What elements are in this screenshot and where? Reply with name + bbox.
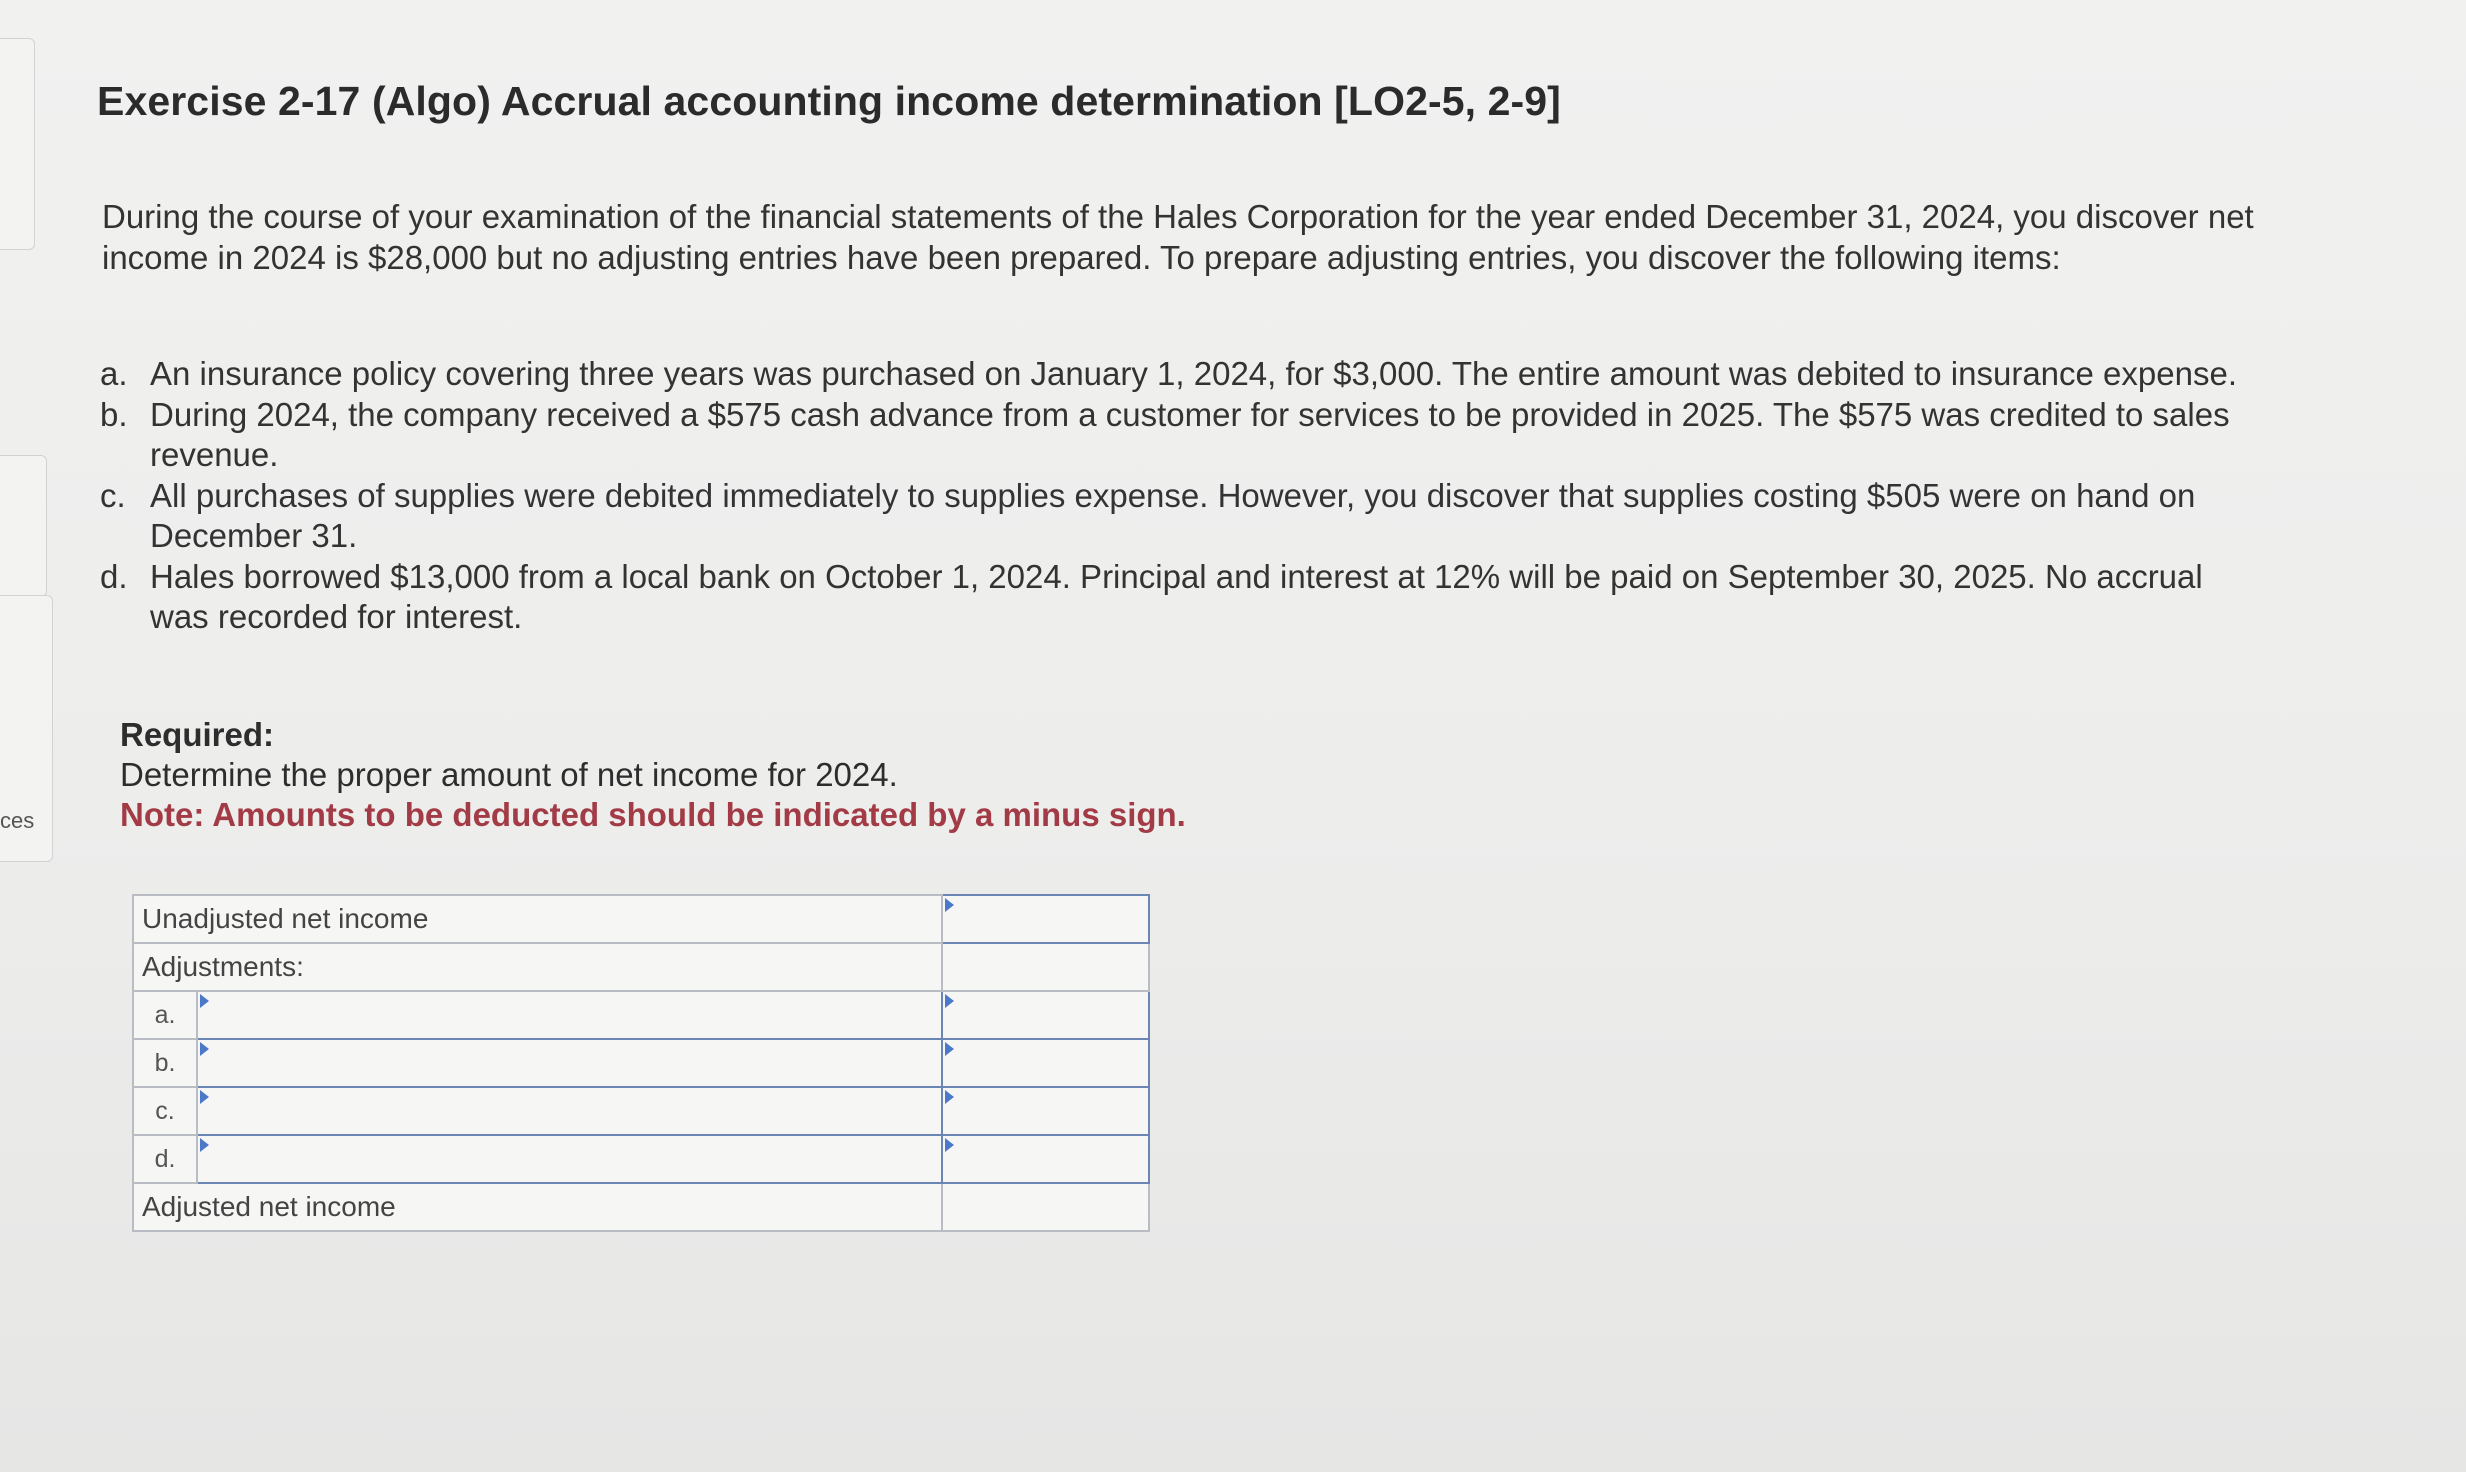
- required-text: Determine the proper amount of net income for 2024.: [120, 756, 898, 793]
- adjustment-d-description-cell[interactable]: [197, 1135, 942, 1183]
- unadjusted-amount-input[interactable]: [943, 897, 1148, 941]
- sidebar-tab-top[interactable]: [0, 38, 35, 250]
- sidebar-tab-middle[interactable]: [0, 455, 47, 597]
- exercise-items-list: [100, 354, 2260, 638]
- adjustment-b-description-input[interactable]: [198, 1041, 941, 1085]
- adjustment-a-description-cell[interactable]: [197, 991, 942, 1039]
- adjustment-b-amount-input[interactable]: [943, 1041, 1148, 1085]
- adjustment-c-amount-cell[interactable]: [942, 1087, 1149, 1135]
- adjustment-letter: b.: [133, 1039, 197, 1087]
- table-row: [133, 943, 1149, 991]
- input-marker-icon: [200, 1138, 209, 1152]
- input-marker-icon: [200, 994, 209, 1008]
- table-row: [133, 895, 1149, 943]
- unadjusted-amount-cell[interactable]: [942, 895, 1149, 943]
- adjustment-letter: a.: [133, 991, 197, 1039]
- adjustment-a-amount-input[interactable]: [943, 993, 1148, 1037]
- table-row: [133, 1135, 1149, 1183]
- sidebar-label[interactable]: ces: [0, 808, 35, 833]
- adjustment-b-amount-cell[interactable]: [942, 1039, 1149, 1087]
- adjustment-letter: d.: [133, 1135, 197, 1183]
- adjustment-c-description-cell[interactable]: [197, 1087, 942, 1135]
- adjustment-letter: c.: [133, 1087, 197, 1135]
- item-text: All purchases of supplies were debited immediately to supplies expense. However, you discover that supplies costing $505 were on hand on December 31.: [150, 477, 2196, 554]
- input-marker-icon: [945, 994, 954, 1008]
- list-item: [100, 354, 2260, 394]
- unadjusted-net-income-label: Unadjusted net income: [133, 895, 942, 943]
- adjustments-label: Adjustments:: [133, 943, 942, 991]
- exercise-intro: During the course of your examination of the financial statements of the Hales Corporation for the year ended December 31, 2024, you discover net income in 2024 is $28,000 but no adjusting entries have been prepared. To prepare adjusting entries, you discover the following items:: [102, 198, 2254, 276]
- adjusted-amount-cell: [942, 1183, 1149, 1231]
- item-text: Hales borrowed $13,000 from a local bank on October 1, 2024. Principal and interest at 12% will be paid on September 30, 2025. No accrual was recorded for interest.: [150, 558, 2203, 635]
- adjustment-c-description-input[interactable]: [198, 1089, 941, 1133]
- adjustment-d-description-input[interactable]: [198, 1137, 941, 1181]
- list-item: [100, 395, 2260, 475]
- list-item: [100, 557, 2260, 637]
- input-marker-icon: [200, 1090, 209, 1104]
- input-marker-icon: [945, 1042, 954, 1056]
- item-letter: c.: [100, 477, 126, 514]
- item-letter: d.: [100, 558, 128, 595]
- item-letter: a.: [100, 355, 128, 392]
- adjustment-d-amount-input[interactable]: [943, 1137, 1148, 1181]
- item-text: An insurance policy covering three years was purchased on January 1, 2024, for $3,000. The entire amount was debited to insurance expense.: [150, 355, 2237, 392]
- adjustment-a-description-input[interactable]: [198, 993, 941, 1037]
- adjusted-net-income-label: Adjusted net income: [133, 1183, 942, 1231]
- input-marker-icon: [945, 898, 954, 912]
- adjustment-a-amount-cell[interactable]: [942, 991, 1149, 1039]
- net-income-table: [132, 894, 1150, 1232]
- item-letter: b.: [100, 396, 128, 433]
- list-item: [100, 476, 2260, 556]
- adjustment-d-amount-cell[interactable]: [942, 1135, 1149, 1183]
- input-marker-icon: [945, 1138, 954, 1152]
- input-marker-icon: [200, 1042, 209, 1056]
- adjustment-c-amount-input[interactable]: [943, 1089, 1148, 1133]
- input-marker-icon: [945, 1090, 954, 1104]
- adjustment-b-description-cell[interactable]: [197, 1039, 942, 1087]
- table-row: [133, 1183, 1149, 1231]
- required-label: Required:: [120, 716, 275, 753]
- table-row: [133, 991, 1149, 1039]
- table-row: [133, 1039, 1149, 1087]
- adjustments-amount-cell: [942, 943, 1149, 991]
- exercise-title: Exercise 2-17 (Algo) Accrual accounting income determination [LO2-5, 2-9]: [97, 78, 1561, 124]
- note-text: Note: Amounts to be deducted should be indicated by a minus sign.: [120, 796, 1186, 833]
- item-text: During 2024, the company received a $575 cash advance from a customer for services to be provided in 2025. The $575 was credited to sales revenue.: [150, 396, 2230, 473]
- table-row: [133, 1087, 1149, 1135]
- required-section: [120, 715, 1186, 835]
